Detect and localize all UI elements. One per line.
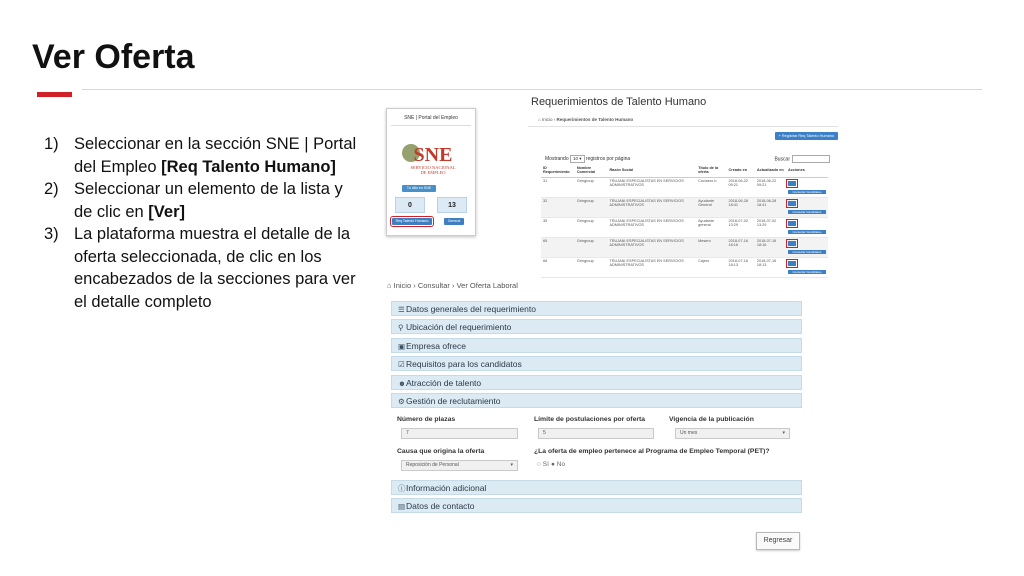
show-suffix: registros por página [585, 156, 631, 162]
causa-label: Causa que origina la oferta [397, 447, 485, 455]
step-text-bold: [Ver] [148, 202, 185, 221]
section-label: Datos generales del requerimiento [406, 304, 536, 314]
cell-creado: 2018-07-16 18:13 [727, 257, 755, 277]
cell-titulo: Cajero [696, 257, 726, 277]
table-row [541, 257, 828, 277]
requerimientos-title: Requerimientos de Talento Humano [531, 96, 707, 108]
section-informacion-adicional[interactable] [391, 480, 802, 495]
cell-id: 32 [541, 197, 575, 217]
cell-titulo: Mesero [696, 237, 726, 257]
table-header-row [541, 164, 828, 177]
search-input[interactable] [792, 155, 830, 163]
page-size-control [545, 155, 630, 163]
chevron-down-icon: ▾ [782, 429, 785, 436]
requerimientos-breadcrumb: ⌂ Inicio › Requerimientos de Talento Humano [538, 117, 634, 122]
gestion-reclutamiento-body [391, 408, 802, 476]
cell-actualizado: 2018-07-16 18:13 [755, 257, 786, 277]
show-label: Mostrando [545, 156, 569, 162]
ver-button[interactable] [788, 201, 796, 206]
cell-id: 31 [541, 177, 575, 197]
section-label: Datos de contacto [406, 501, 475, 512]
column-header[interactable]: ID Requerimiento [541, 164, 575, 177]
section-datos-contacto[interactable] [391, 498, 802, 513]
step-text [74, 178, 364, 223]
breadcrumb-home[interactable]: Inicio [541, 117, 553, 122]
cell-acciones [786, 217, 828, 237]
table-row [541, 237, 828, 257]
pet-si-label: Sí [542, 460, 549, 468]
radio-selected-icon: ● [551, 460, 555, 468]
count-box-right: 13 [437, 197, 467, 213]
search-label: Buscar [774, 156, 790, 163]
breadcrumb-divider [528, 126, 838, 127]
column-header[interactable]: Título de la oferta [696, 164, 726, 177]
home-icon: ⌂ [387, 281, 392, 290]
cell-actualizado: 2018-07-02 13:29 [755, 217, 786, 237]
consultar-candidatos-button[interactable]: Consultar Candidatos [788, 190, 826, 194]
breadcrumb-consultar[interactable]: Consultar [417, 281, 450, 290]
cell-titulo: Cocinero b [696, 177, 726, 197]
pet-radio-si[interactable] [537, 461, 549, 468]
step-number: 1) [44, 135, 59, 153]
vigencia-label: Vigencia de la publicación [669, 415, 754, 423]
causa-select[interactable] [401, 460, 518, 471]
cell-razon: TRUJANI ESPECIALISTAS EN SERVICIOS ADMINISTRATIVOS [607, 237, 696, 257]
step-number: 2) [44, 180, 59, 198]
section-ubicacion[interactable] [391, 319, 802, 334]
table-row [541, 197, 828, 217]
cell-creado: 2018-06-28 18:41 [727, 197, 755, 217]
causa-value: Reposición de Personal [406, 461, 459, 468]
step-text-plain: Seleccionar en la sección SNE | Portal del Empleo [74, 135, 357, 176]
requerimientos-table [541, 164, 828, 278]
ver-button[interactable] [788, 241, 796, 246]
step-text-bold: [Req Talento Humano] [161, 157, 336, 176]
contact-card-icon: ▤ [398, 502, 406, 512]
step-text-plain: La plataforma muestra el detalle de la oferta seleccionada, de clic en los encabezados de la secciones para ver el detalle completo [74, 225, 356, 311]
section-label: Gestión de reclutamiento [406, 395, 501, 406]
cell-acciones [786, 237, 828, 257]
table-row [541, 177, 828, 197]
column-header[interactable]: Creado en [727, 164, 755, 177]
cell-acciones [786, 257, 828, 277]
chevron-down-icon: ▾ [510, 461, 513, 468]
section-gestion-reclutamiento[interactable] [391, 393, 802, 408]
oferta-breadcrumb: ⌂ Inicio › Consultar › Ver Oferta Laboral [387, 281, 518, 290]
radio-icon: ○ [537, 460, 541, 468]
cell-razon: TRUJANI ESPECIALISTAS EN SERVICIOS ADMINISTRATIVOS [607, 197, 696, 217]
checkbox-icon: ☑ [398, 360, 405, 370]
section-label: Empresa ofrece [406, 340, 466, 351]
cell-creado: 2018-06-22 09:21 [727, 177, 755, 197]
section-datos-generales[interactable] [391, 301, 802, 316]
sne-portal-card [386, 108, 476, 236]
title-accent-bar [37, 92, 72, 97]
cell-razon: TRUJANI ESPECIALISTAS EN SERVICIOS ADMINISTRATIVOS [607, 177, 696, 197]
breadcrumb-current: Requerimientos de Talento Humano [556, 117, 634, 122]
instruction-step [44, 223, 364, 313]
pet-radio-no[interactable] [551, 461, 565, 468]
table-search [774, 155, 830, 163]
column-header[interactable]: Actualizado en [755, 164, 786, 177]
breadcrumb-ver-oferta: Ver Oferta Laboral [456, 281, 518, 290]
regresar-button[interactable]: Regresar [756, 532, 800, 550]
step-text [74, 133, 364, 178]
cell-razon: TRUJANI ESPECIALISTAS EN SERVICIOS ADMINISTRATIVOS [607, 257, 696, 277]
consultar-candidatos-button[interactable]: Consultar Candidatos [788, 230, 826, 234]
ver-button[interactable] [788, 221, 796, 226]
page-size-value: 10 [573, 156, 579, 161]
sne-card-title: SNE | Portal del Empleo [404, 115, 458, 121]
section-label: Ubicación del requerimiento [406, 322, 512, 333]
column-header[interactable]: Nombre Comercial [575, 164, 608, 177]
map-marker-icon: ⚲ [398, 323, 404, 333]
step-text-plain: Seleccionar un elemento de la lista y de clic en [74, 180, 343, 221]
plazas-input[interactable]: 7 [401, 428, 518, 439]
ver-button[interactable] [788, 181, 796, 186]
section-requisitos[interactable] [391, 356, 802, 371]
cell-actualizado: 2018-07-16 18:16 [755, 237, 786, 257]
cell-id: 65 [541, 237, 575, 257]
oferta-detail-panel [391, 301, 802, 517]
section-label: Información adicional [406, 482, 487, 493]
consultar-candidatos-button[interactable]: Consultar Candidatos [788, 210, 826, 214]
breadcrumb-inicio[interactable]: Inicio [393, 281, 412, 290]
briefcase-icon: ▣ [398, 341, 406, 351]
cell-id: 35 [541, 217, 575, 237]
section-empresa-ofrece[interactable] [391, 338, 802, 353]
ver-button[interactable] [788, 261, 796, 266]
instruction-step [44, 133, 364, 178]
consultar-candidatos-button[interactable]: Consultar Candidatos [788, 270, 826, 274]
cell-id: 66 [541, 257, 575, 277]
limite-input[interactable]: 5 [538, 428, 654, 439]
cell-actualizado: 2018-06-28 18:41 [755, 197, 786, 217]
instruction-list [44, 133, 364, 313]
sne-logo-sub1: SERVICIO NACIONAL [410, 165, 456, 170]
list-icon: ☰ [398, 305, 405, 314]
info-icon: ⓘ [398, 483, 406, 493]
cell-titulo: Ayudante General [696, 197, 726, 217]
page-size-select[interactable]: 10 ▾ [570, 155, 585, 163]
column-header: Acciones [786, 164, 828, 177]
cell-nombre: Gringroup [575, 177, 608, 197]
add-requerimiento-button[interactable]: + Registrar Req Talento Humano [775, 132, 838, 140]
sne-logo-sub2: DE EMPLEO [420, 170, 446, 175]
sne-logo-text: SNE [413, 144, 453, 166]
pet-label: ¿La oferta de empleo pertenece al Programa de Empleo Temporal (PET)? [534, 447, 770, 455]
title-divider [82, 89, 982, 90]
limite-label: Límite de postulaciones por oferta [534, 415, 646, 423]
step-text [74, 223, 364, 313]
count-box-left: 0 [395, 197, 425, 213]
cell-acciones [786, 197, 828, 217]
plazas-label: Número de plazas [397, 415, 456, 423]
pet-no-label: No [556, 460, 566, 468]
slide-title: Ver Oferta [32, 38, 195, 76]
cell-acciones [786, 177, 828, 197]
section-atraccion-talento[interactable] [391, 375, 802, 390]
gears-icon: ⚙ [398, 396, 405, 406]
consultar-candidatos-button[interactable]: Consultar Candidatos [788, 250, 826, 254]
sne-logo [397, 137, 467, 187]
cell-titulo: Ayudante general [696, 217, 726, 237]
cell-nombre: Gringroup [575, 197, 608, 217]
section-label: Requisitos para los candidatos [406, 359, 522, 370]
sne-card-divider [391, 125, 471, 126]
cell-nombre: Gringroup [575, 217, 608, 237]
general-button[interactable]: General [444, 218, 464, 225]
section-label: Atracción de talento [406, 377, 482, 388]
table-row [541, 217, 828, 237]
requerimientos-panel [528, 96, 838, 281]
cell-creado: 2018-07-16 18:16 [727, 237, 755, 257]
cell-razon: TRUJANI ESPECIALISTAS EN SERVICIOS ADMINISTRATIVOS [607, 217, 696, 237]
users-icon: ☻ [398, 378, 406, 388]
cell-nombre: Gringroup [575, 257, 608, 277]
column-header[interactable]: Razón Social [607, 164, 696, 177]
sne-chip: Tu sitio en SNE [402, 185, 436, 192]
vigencia-value: Un mes [680, 429, 698, 436]
instruction-step [44, 178, 364, 223]
cell-actualizado: 2018-06-22 09:21 [755, 177, 786, 197]
cell-nombre: Gringroup [575, 237, 608, 257]
vigencia-select[interactable] [675, 428, 790, 439]
cell-creado: 2018-07-02 13:29 [727, 217, 755, 237]
home-icon: ⌂ [538, 117, 541, 122]
step-number: 3) [44, 225, 59, 243]
req-talento-humano-button[interactable]: Req Talento Humano [392, 218, 432, 225]
